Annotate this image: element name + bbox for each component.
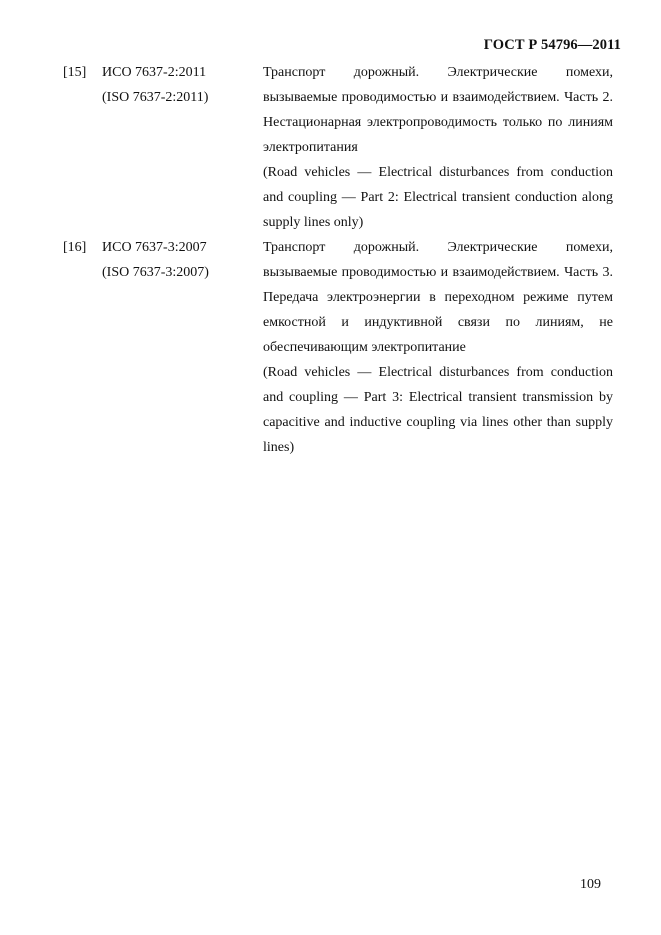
standard-designation-en: (ISO 7637-3:2007) [102, 265, 209, 280]
page-number: 109 [580, 877, 601, 892]
reference-title-en: (Road vehicles — Electrical disturbances from conduction and coupling — Part 2: Electrical transient conduction along supply lines only) [263, 165, 613, 230]
document-code-header: ГОСТ Р 54796—2011 [483, 37, 621, 53]
standard-designation-ru: ИСО 7637-2:2011 [102, 65, 207, 80]
reference-standard [102, 235, 209, 285]
reference-item-15 [0, 60, 661, 235]
bibliography-list [0, 60, 661, 460]
reference-item-16 [0, 235, 661, 460]
reference-title-en: (Road vehicles — Electrical disturbances from conduction and coupling — Part 3: Electrical transient transmission by capacitive and inductive coupling via lines other than supply lines) [263, 365, 613, 455]
reference-standard [102, 60, 208, 110]
reference-title-ru: Транспорт дорожный. Электрические помехи, вызываемые проводимостью и взаимодействием. Часть 2. Нестационарная электропроводимость только по линиям электропитания [263, 65, 613, 155]
reference-title [263, 60, 613, 235]
reference-number: [15] [63, 65, 87, 80]
standard-designation-ru: ИСО 7637-3:2007 [102, 240, 207, 255]
reference-title [263, 235, 613, 460]
standard-designation-en: (ISO 7637-2:2011) [102, 90, 209, 105]
reference-number: [16] [63, 240, 87, 255]
reference-title-ru: Транспорт дорожный. Электрические помехи, вызываемые проводимостью и взаимодействием. Часть 3. Передача электроэнергии в переходном режиме путем емкостной и индуктивной связи по линиям, не обеспечивающим электропитание [263, 240, 613, 355]
